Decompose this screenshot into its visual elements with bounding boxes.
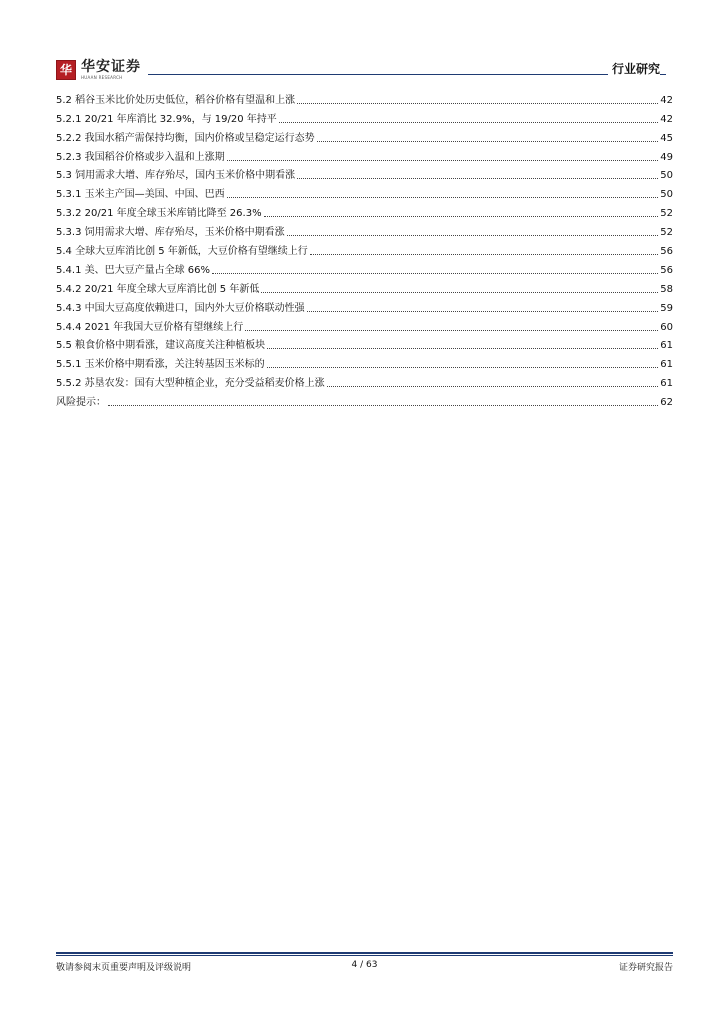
toc-entry-page: 49	[660, 151, 673, 163]
toc-entry[interactable]	[56, 145, 673, 164]
toc-entry[interactable]	[56, 220, 673, 239]
seal-icon: 华	[56, 60, 76, 80]
toc-entry-title: 5.3.3 饲用需求大增、库存殆尽，玉米价格中期看涨	[56, 227, 285, 239]
toc-leader-dots	[297, 177, 658, 179]
toc-entry-page: 61	[660, 340, 673, 352]
toc-entry[interactable]	[56, 334, 673, 353]
toc-entry[interactable]	[56, 239, 673, 258]
footer-rule	[56, 952, 673, 954]
page-header	[56, 60, 666, 84]
toc-entry[interactable]	[56, 277, 673, 296]
toc-leader-dots	[287, 234, 659, 236]
toc-entry-title: 5.4.4 2021 年我国大豆价格有望继续上行	[56, 321, 244, 333]
toc-entry-page: 50	[660, 189, 673, 201]
toc-leader-dots	[264, 215, 659, 217]
page-footer	[56, 952, 673, 972]
page-number: 4 / 63	[351, 960, 378, 970]
toc-entry[interactable]	[56, 371, 673, 390]
company-logo	[56, 60, 141, 80]
toc-entry-page: 42	[660, 94, 673, 106]
toc-entry-title: 5.2 稻谷玉米比价处历史低位，稻谷价格有望温和上涨	[56, 94, 296, 106]
toc-leader-dots	[327, 385, 659, 387]
section-label: 行业研究	[608, 60, 660, 77]
toc-entry-title: 5.4.1 美、巴大豆产量占全球 66%	[56, 264, 211, 276]
toc-entry[interactable]	[56, 390, 673, 409]
toc-leader-dots	[108, 404, 658, 406]
toc-leader-dots	[297, 102, 658, 104]
toc-entry-page: 56	[660, 246, 673, 258]
toc-leader-dots	[261, 291, 658, 293]
toc-leader-dots	[267, 366, 659, 368]
toc-entry-title: 风险提示：	[56, 397, 106, 409]
toc-leader-dots	[307, 310, 659, 312]
toc-entry-title: 5.4 全球大豆库消比创 5 年新低，大豆价格有望继续上行	[56, 246, 308, 258]
toc-entry-page: 52	[660, 227, 673, 239]
toc-leader-dots	[227, 196, 659, 198]
toc-leader-dots	[317, 140, 659, 142]
toc-entry-page: 60	[660, 321, 673, 333]
logo-subtitle: HUAAN RESEARCH	[81, 75, 123, 80]
footer-disclaimer: 敬请参阅末页重要声明及评级说明	[56, 963, 192, 973]
toc-leader-dots	[212, 272, 658, 274]
toc-leader-dots	[227, 159, 659, 161]
toc-entry-page: 56	[660, 264, 673, 276]
toc-entry-page: 45	[660, 132, 673, 144]
toc-entry-page: 42	[660, 113, 673, 125]
toc-entry-title: 5.3 饲用需求大增、库存殆尽，国内玉米价格中期看涨	[56, 170, 296, 182]
toc-entry-title: 5.3.2 20/21 年度全球玉米库销比降至 26.3%	[56, 208, 262, 220]
toc-entry-page: 61	[660, 378, 673, 390]
toc-entry[interactable]	[56, 107, 673, 126]
toc-leader-dots	[245, 329, 658, 331]
toc-leader-dots	[267, 347, 658, 349]
toc-entry[interactable]	[56, 88, 673, 107]
toc-entry-page: 50	[660, 170, 673, 182]
toc-entry[interactable]	[56, 126, 673, 145]
toc-entry-title: 5.5 粮食价格中期看涨，建议高度关注种植板块	[56, 340, 266, 352]
toc-entry[interactable]	[56, 296, 673, 315]
toc-entry[interactable]	[56, 315, 673, 334]
toc-entry-title: 5.5.1 玉米价格中期看涨，关注转基因玉米标的	[56, 359, 265, 371]
header-rule	[148, 74, 666, 75]
toc-entry-title: 5.4.3 中国大豆高度依赖进口，国内外大豆价格联动性强	[56, 302, 305, 314]
toc-entry-title: 5.4.2 20/21 年度全球大豆库消比创 5 年新低	[56, 283, 260, 295]
toc-entry-page: 61	[660, 359, 673, 371]
toc-entry-title: 5.3.1 玉米主产国—美国、中国、巴西	[56, 189, 225, 201]
logo-name: 华安证券	[81, 59, 141, 75]
toc-entry-title: 5.5.2 苏垦农发：国有大型种植企业，充分受益稻麦价格上涨	[56, 378, 325, 390]
toc-entry[interactable]	[56, 352, 673, 371]
toc-entry[interactable]	[56, 258, 673, 277]
toc-entry-title: 5.2.1 20/21 年库消比 32.9%，与 19/20 年持平	[56, 113, 277, 125]
toc-entry-page: 52	[660, 208, 673, 220]
footer-rule-thin	[56, 955, 673, 956]
toc-entry-title: 5.2.2 我国水稻产需保持均衡，国内价格或呈稳定运行态势	[56, 132, 315, 144]
toc-leader-dots	[310, 253, 658, 255]
toc-leader-dots	[279, 121, 659, 123]
toc-entry[interactable]	[56, 164, 673, 183]
toc-entry-page: 62	[660, 397, 673, 409]
logo-text	[81, 60, 141, 80]
toc-entry[interactable]	[56, 182, 673, 201]
toc-entry-page: 58	[660, 283, 673, 295]
table-of-contents	[56, 88, 673, 409]
footer-report-type: 证券研究报告	[618, 963, 673, 973]
toc-entry-title: 5.2.3 我国稻谷价格或步入温和上涨期	[56, 151, 225, 163]
toc-entry-page: 59	[660, 302, 673, 314]
toc-entry[interactable]	[56, 201, 673, 220]
